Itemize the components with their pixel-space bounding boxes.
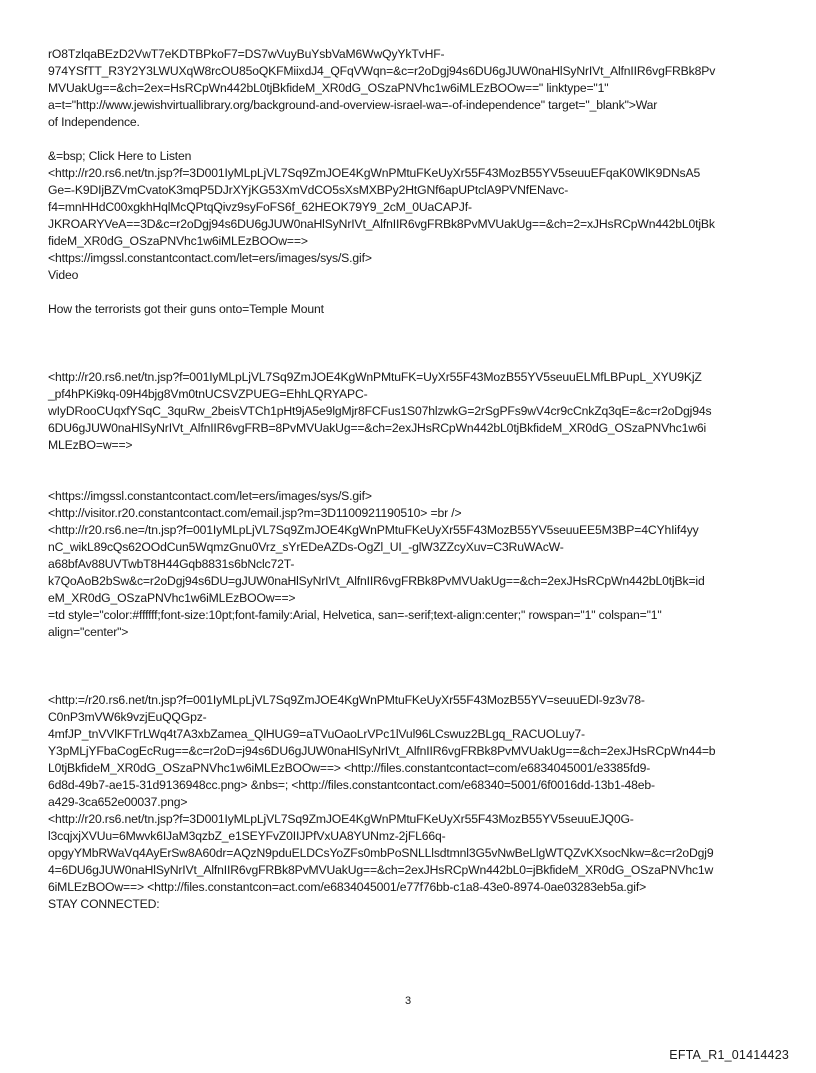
text-line: Y3pMLjYFbaCogEcRug==&c=r2oD=j94s6DU6gJUW0naHlSyNrIVt_AlfnIIR6vgFRBk8PvMVUakUg==&ch=2exJHsRCpWn44=b (48, 744, 716, 758)
text-line: MLEzBO=w==> (48, 438, 133, 452)
text-line: of Independence. (48, 115, 140, 129)
text-line: <https://imgssl.constantcontact.com/let=ers/images/sys/S.gif> (48, 251, 372, 265)
text-line: k7QoAoB2bSw&c=r2oDgj94s6DU=gJUW0naHlSyNrIVt_AlfnIIR6vgFRBk8PvMVUakUg==&ch=2exJHsRCpWn442bL0tjBk=id (48, 574, 705, 588)
text-line: rO8TzlqaBEzD2VwT7eKDTBPkoF7=DS7wVuyBuYsbVaM6WwQyYkTvHF- (48, 47, 445, 61)
text-line: JKROARYVeA==3D&c=r2oDgj94s6DU6gJUW0naHlSyNrIVt_AlfnIIR6vgFRBk8PvMVUakUg==&ch=2=xJHsRCpWn442bL0tjBk (48, 217, 715, 231)
text-line: <http://r20.rs6.ne=/tn.jsp?f=001IyMLpLjVL7Sq9ZmJOE4KgWnPMtuFKeUyXr55F43MozB55YV5seuuEE5M3BP=4CYhIif4yy (48, 523, 699, 537)
text-line: nC_wikL89cQs62OOdCun5WqmzGnu0Vrz_sYrEDeAZDs-OgZl_UI_-glW3ZZcyXuv=C3RuWAcW- (48, 540, 564, 554)
text-line: <http://r20.rs6.net/tn.jsp?f=001IyMLpLjVL7Sq9ZmJOE4KgWnPMtuFK=UyXr55F43MozB55YV5seuuELMfLBPupL_XYU9KjZ (48, 370, 702, 384)
spacer (48, 454, 770, 488)
text-line: fideM_XR0dG_OSzaPNVhc1w6iMLEzBOOw==> (48, 234, 308, 248)
paragraph-link-block-3 (48, 692, 770, 913)
paragraph-click-to-listen (48, 148, 770, 284)
text-line: a429-3ca652e00037.png> (48, 795, 188, 809)
text-line: How the terrorists got their guns onto=Temple Mount (48, 302, 324, 316)
paragraph-war-of-independence (48, 46, 770, 131)
spacer (48, 284, 770, 301)
text-line: 974YSfTT_R3Y2Y3LWUXqW8rcOU85oQKFMiixdJ4_QFqVWqn=&c=r2oDgj94s6DU6gJUW0naHlSyNrIVt_AlfnIIR6vgFRBk8Pv (48, 64, 716, 78)
text-line: align="center"> (48, 625, 129, 639)
text-line: &=bsp; Click Here to Listen (48, 149, 192, 163)
paragraph-link-block-2 (48, 488, 770, 641)
paragraph-video-title (48, 301, 770, 318)
text-line: opgyYMbRWaVq4AyErSw8A60dr=AQzN9pduELDCsYoZFs0mbPoSNLLlsdtmnl3G5vNwBeLlgWTQZvKXsocNkw=&c=r2oDgj9 (48, 846, 714, 860)
text-line: <http://r20.rs6.net/tn.jsp?f=3D001IyMLpLjVL7Sq9ZmJOE4KgWnPMtuFKeUyXr55F43MozB55YV5seuuEJQ0G- (48, 812, 634, 826)
text-line: MVUakUg==&ch=2ex=HsRCpWn442bL0tjBkfideM_XR0dG_OSzaPNVhc1w6iMLEzBOOw==" linktype="1" (48, 81, 609, 95)
spacer (48, 641, 770, 692)
text-line: 6DU6gJUW0naHlSyNrIVt_AlfnIIR6vgFRB=8PvMVUakUg==&ch=2exJHsRCpWn442bL0tjBkfideM_XR0dG_OSzaPNVhc1w6i (48, 421, 707, 435)
text-line: eM_XR0dG_OSzaPNVhc1w6iMLEzBOOw==> (48, 591, 296, 605)
text-line: a=t="http://www.jewishvirtuallibrary.org/background-and-overview-israel-wa=-of-independence" target="_blank">War (48, 98, 658, 112)
text-line: l3cqjxjXVUu=6Mwvk6IJaM3qzbZ_e1SEYFvZ0IIJPfVxUA8YUNmz-2jFL66q- (48, 829, 446, 843)
text-line: 4=6DU6gJUW0naHlSyNrIVt_AlfnIIR6vgFRBk8PvMVUakUg==&ch=2exJHsRCpWn442bL0=jBkfideM_XR0dG_OSzaPNVhc1w (48, 863, 714, 877)
text-line: C0nP3mVW6k9vzjEuQQGpz- (48, 710, 207, 724)
text-line: 4mfJP_tnVVlKFTrLWq4t7A3xbZamea_QlHUG9=aTVuOaoLrVPc1lVul96LCswuz2BLgq_RACUOLuy7- (48, 727, 585, 741)
text-line: _pf4hPKi9kq-09H4bjg8Vm0tnUCSVZPUEG=EhhLQRYAPC- (48, 387, 368, 401)
text-line: 6iMLEzBOOw==> <http://files.constantcon=act.com/e6834045001/e77f76bb-c1a8-43e0-8974-0ae03283eb5a.gif> (48, 880, 647, 894)
text-line: 6d8d-49b7-ae15-31d9136948cc.png> &nbs=; <http://files.constantcontact.com/e68340=5001/6f0016dd-13b1-48eb- (48, 778, 655, 792)
spacer (48, 131, 770, 148)
text-line: <http://visitor.r20.constantcontact.com/email.jsp?m=3D1100921190510> =br /> (48, 506, 462, 520)
text-line: L0tjBkfideM_XR0dG_OSzaPNVhc1w6iMLEzBOOw==> <http://files.constantcontact=com/e6834045001/e3385fd9- (48, 761, 651, 775)
text-line: wIyDRooCUqxfYSqC_3quRw_2beisVTCh1pHt9jA5e9lgMjr8FCFus1S07hlzwkG=2rSgPFs9wV4cr9cCnkZq3qE=&c=r2oDgj94s (48, 404, 712, 418)
spacer (48, 318, 770, 369)
page-number: 3 (404, 995, 412, 1007)
text-line: <https://imgssl.constantcontact.com/let=ers/images/sys/S.gif> (48, 489, 372, 503)
text-line: <http:=/r20.rs6.net/tn.jsp?f=001IyMLpLjVL7Sq9ZmJOE4KgWnPMtuFKeUyXr55F43MozB55YV=seuuEDl-9z3v78- (48, 693, 645, 707)
paragraph-link-block-1 (48, 369, 770, 454)
text-line: STAY CONNECTED: (48, 897, 160, 911)
text-line: f4=mnHHdC00xgkhHqlMcQPtqQivz9syFoFS6f_62HEOK79Y9_2cM_0UaCAPJf- (48, 200, 472, 214)
text-line: <http://r20.rs6.net/tn.jsp?f=3D001IyMLpLjVL7Sq9ZmJOE4KgWnPMtuFKeUyXr55F43MozB55YV5seuuEFqaK0WlK9DNsA5 (48, 166, 701, 180)
document-body (48, 46, 770, 913)
text-line: Ge=-K9DIjBZVmCvatoK3mqP5DJrXYjKG53XmVdCO5sXsMXBPy2HtGNf6apUPtclA9PVNfENavc- (48, 183, 569, 197)
document-id: EFTA_R1_01414423 (669, 1048, 789, 1062)
text-line: Video (48, 268, 79, 282)
text-line: a68bfAv88UVTwbT8H44Gqb8831s6bNclc72T- (48, 557, 295, 571)
text-line: =td style="color:#ffffff;font-size:10pt;font-family:Arial, Helvetica, san=-serif;text-align:center;" rowspan="1" colspan="1" (48, 608, 662, 622)
